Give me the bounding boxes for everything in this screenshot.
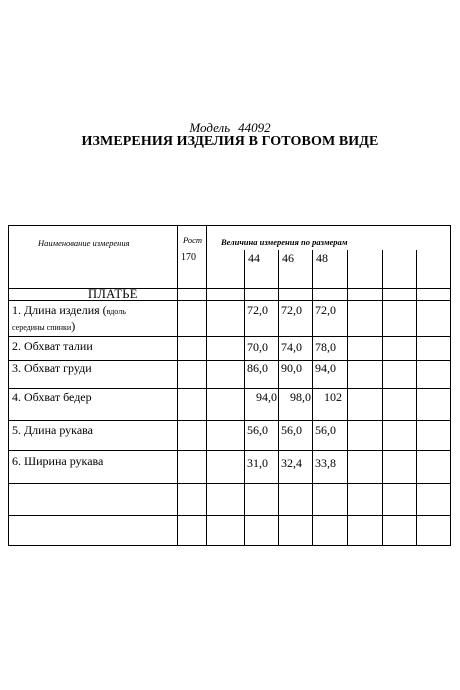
row-note-a: вдоль bbox=[106, 307, 126, 316]
size-46: 46 bbox=[282, 251, 294, 265]
size-44: 44 bbox=[248, 251, 260, 265]
table-col-divider bbox=[416, 250, 417, 546]
table-border-top bbox=[8, 225, 451, 226]
value-cell: 56,0 bbox=[315, 423, 336, 437]
table-rule bbox=[8, 288, 451, 289]
document-title: ИЗМЕРЕНИЯ ИЗДЕЛИЯ В ГОТОВОМ ВИДЕ bbox=[81, 134, 379, 149]
value-cell: 33,8 bbox=[315, 456, 336, 470]
table-rule bbox=[8, 420, 451, 421]
row-label bbox=[12, 303, 126, 318]
row-label-text: 1. Длина изделия bbox=[12, 303, 100, 317]
table-col-divider bbox=[312, 250, 313, 546]
table-col-divider bbox=[244, 250, 245, 546]
value-cell: 56,0 bbox=[247, 423, 268, 437]
table-rule bbox=[8, 336, 451, 337]
measurements-table bbox=[8, 225, 451, 546]
table-rule bbox=[8, 300, 451, 301]
value-cell: 72,0 bbox=[281, 303, 302, 317]
value-cell: 78,0 bbox=[315, 340, 336, 354]
value-cell: 32,4 bbox=[281, 456, 302, 470]
row-label: 2. Обхват талии bbox=[12, 339, 93, 353]
value-cell: 31,0 bbox=[247, 456, 268, 470]
value-cell: 102 bbox=[324, 390, 342, 404]
header-height-value: 170 bbox=[181, 252, 196, 263]
row-note-open: ( bbox=[102, 303, 107, 317]
model-number: 44092 bbox=[238, 120, 271, 135]
value-cell: 94,0 bbox=[315, 361, 336, 375]
table-rule bbox=[8, 450, 451, 451]
table-col-divider bbox=[347, 250, 348, 546]
table-border-left bbox=[8, 225, 9, 546]
value-cell: 90,0 bbox=[281, 361, 302, 375]
value-cell: 74,0 bbox=[281, 340, 302, 354]
value-cell: 94,0 bbox=[256, 390, 277, 404]
table-col-divider bbox=[278, 250, 279, 546]
table-rule bbox=[8, 483, 451, 484]
table-rule bbox=[8, 388, 451, 389]
row-note-close: ) bbox=[71, 319, 76, 333]
table-col-divider bbox=[206, 225, 207, 546]
value-cell: 98,0 bbox=[290, 390, 311, 404]
row-note-b: середины спинки bbox=[12, 323, 72, 332]
table-col-divider bbox=[382, 250, 383, 546]
value-cell: 72,0 bbox=[247, 303, 268, 317]
row-label: 3. Обхват груди bbox=[12, 361, 92, 375]
value-cell: 70,0 bbox=[247, 340, 268, 354]
value-cell: 72,0 bbox=[315, 303, 336, 317]
section-title: ПЛАТЬЕ bbox=[88, 287, 138, 301]
table-col-divider bbox=[177, 225, 178, 546]
row-label: 4. Обхват бедер bbox=[12, 390, 92, 404]
header-height-col: Рост bbox=[183, 235, 203, 245]
value-cell: 56,0 bbox=[281, 423, 302, 437]
row-label-continued bbox=[12, 319, 75, 334]
header-sizes-caption: Величина измерения по размерам bbox=[221, 237, 348, 247]
row-label: 6. Ширина рукава bbox=[12, 454, 104, 468]
table-border-bottom bbox=[8, 545, 451, 546]
table-rule bbox=[8, 515, 451, 516]
model-label: Модель bbox=[189, 120, 231, 135]
row-label: 5. Длина рукава bbox=[12, 423, 93, 437]
value-cell: 86,0 bbox=[247, 361, 268, 375]
header-name-col: Наименование измерения bbox=[38, 238, 130, 248]
table-border-right bbox=[450, 225, 451, 546]
size-48: 48 bbox=[316, 251, 328, 265]
